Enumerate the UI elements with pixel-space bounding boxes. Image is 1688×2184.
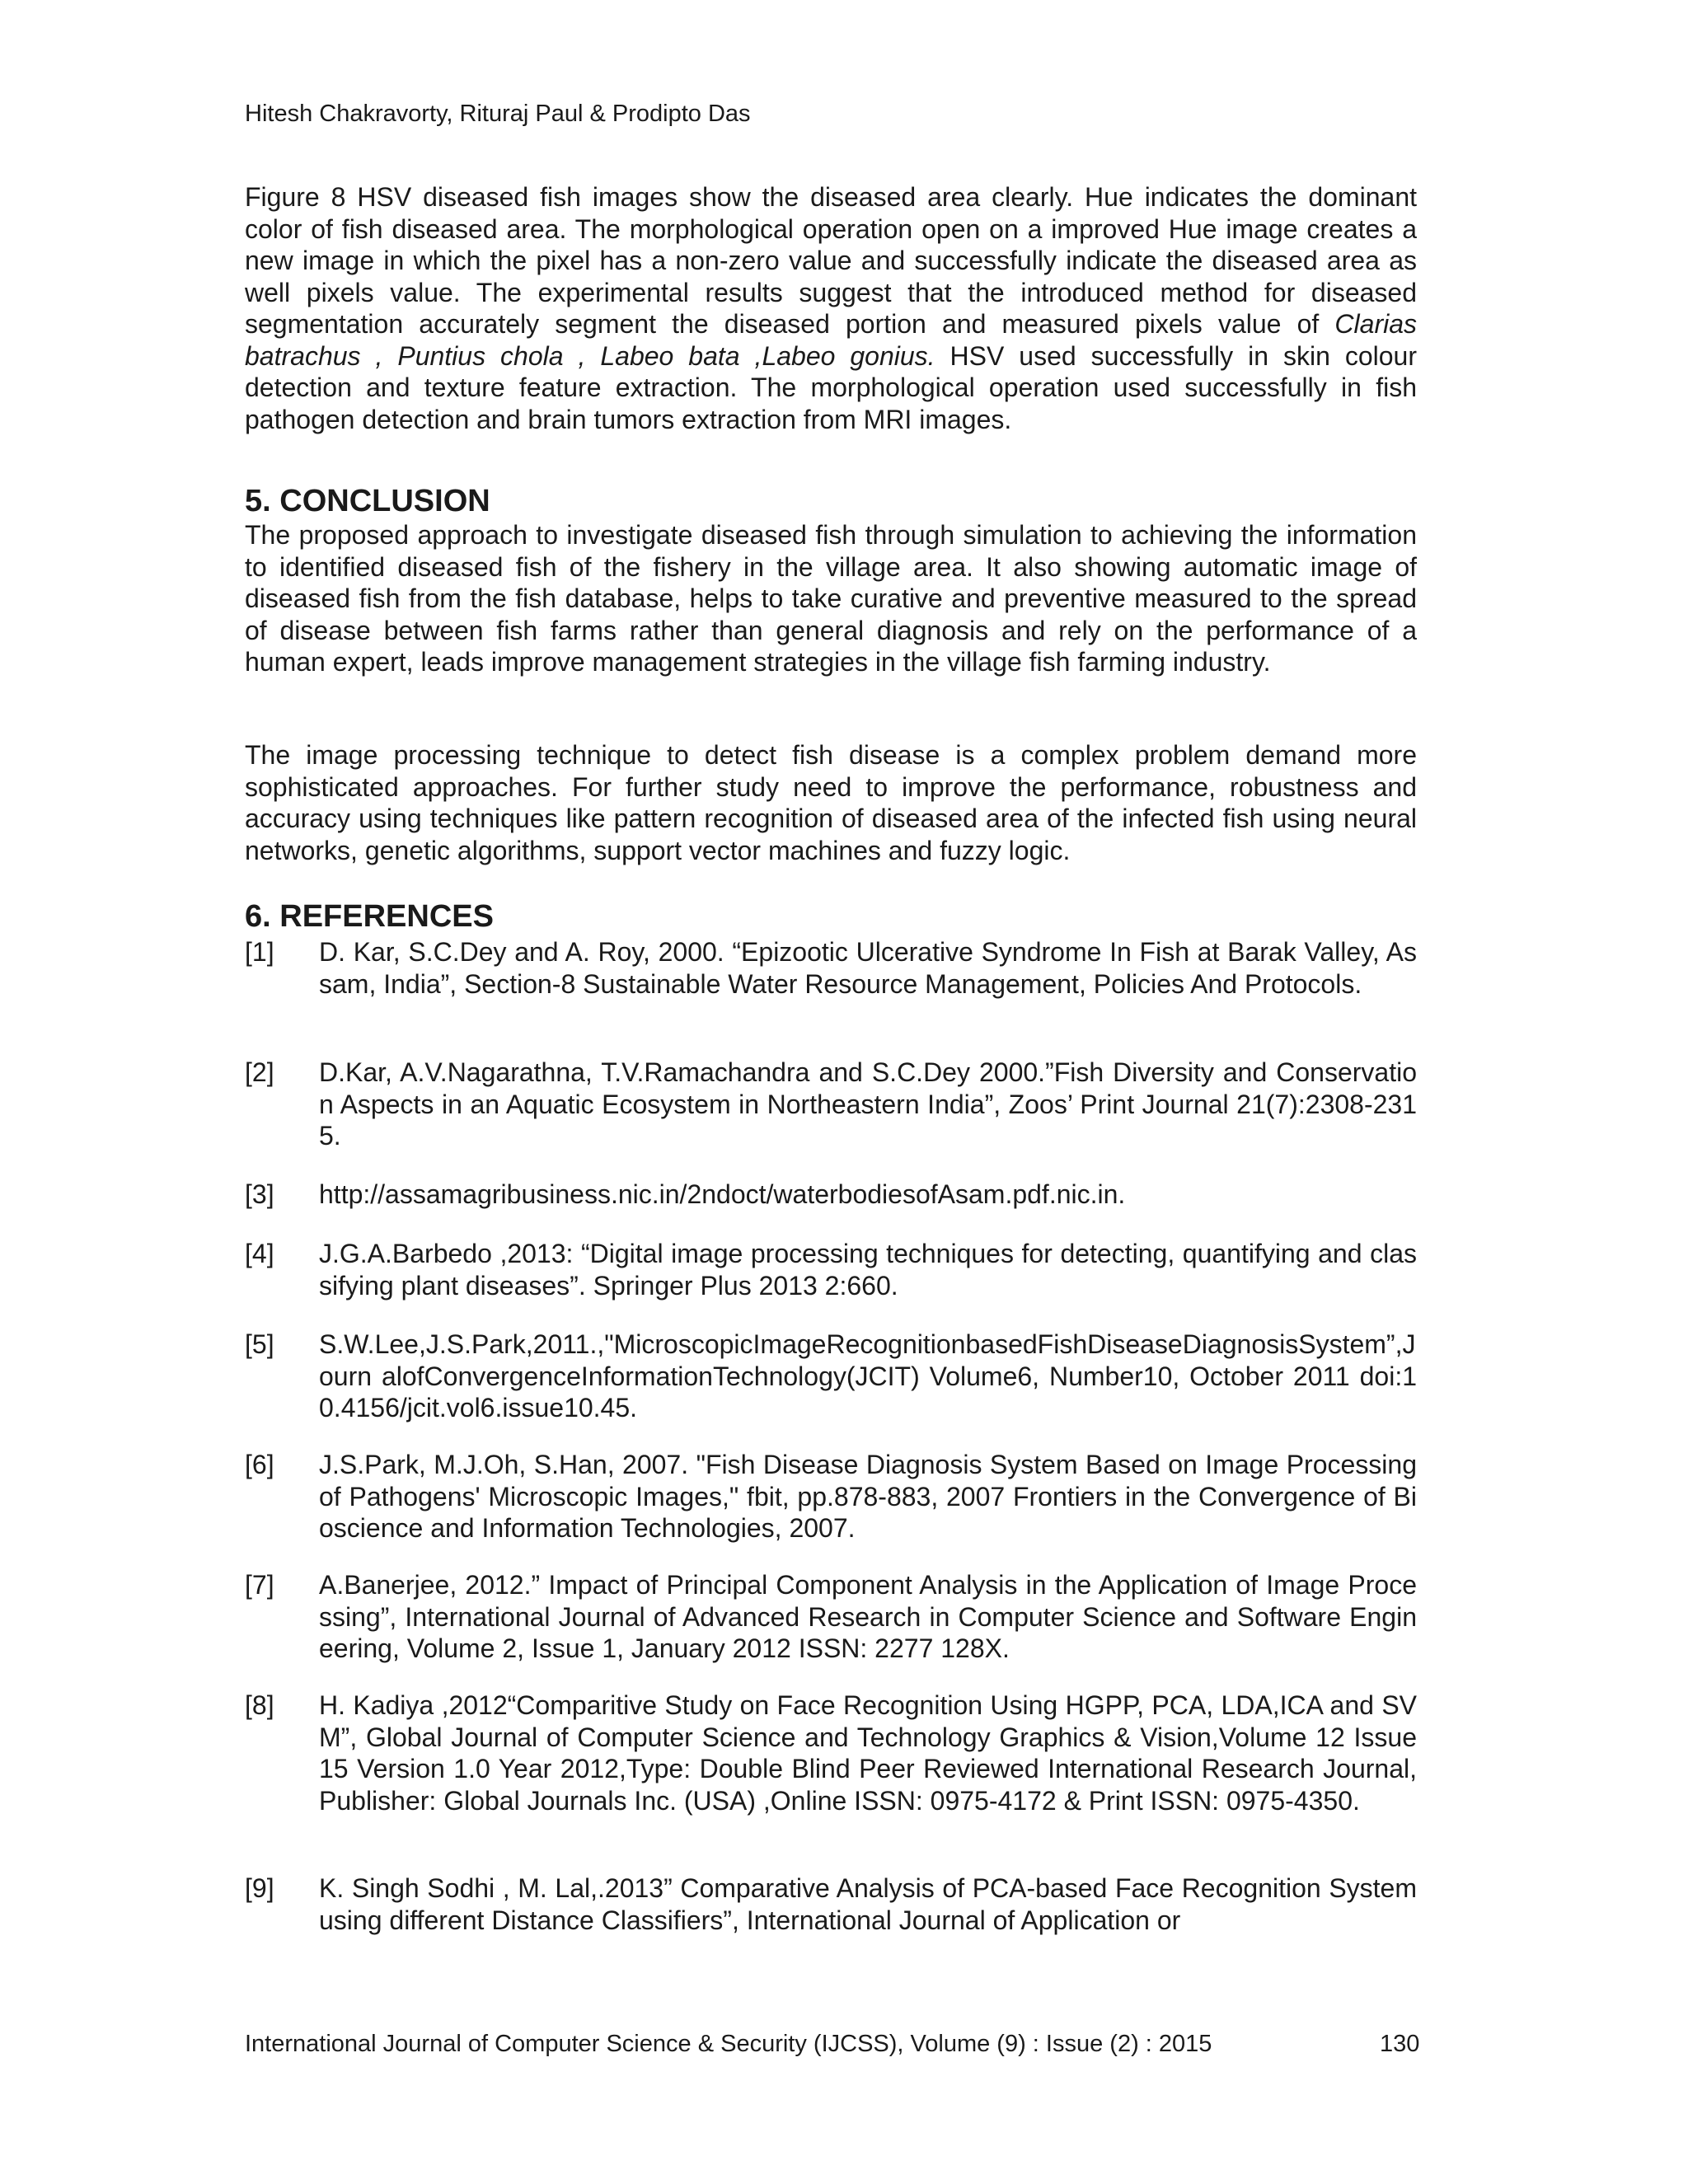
reference-number: [3] [245,1179,274,1209]
reference-item [245,1057,1417,1152]
reference-item [245,1238,1417,1301]
reference-number: [4] [245,1239,274,1268]
reference-item [245,1872,1417,1936]
reference-number: [2] [245,1057,274,1087]
reference-text: J.S.Park, M.J.Oh, S.Han, 2007. "Fish Disease Diagnosis System Based on Image Processing of Pathogens' Microscopic Images," fbit, pp.878-883, 2007 Frontiers in the Convergence of Bioscience and Information Technologies, 2007. [319,1450,1417,1543]
conclusion-paragraph-1: The proposed approach to investigate diseased fish through simulation to achieving the information to identified diseased fish of the fishery in the village area. It also showing automatic image of diseased fish from the fish database, helps to take curative and preventive measured to the spread of disease between fish farms rather than general diagnosis and rely on the performance of a human expert, leads improve management strategies in the village fish farming industry. [245,520,1417,677]
reference-text: http://assamagribusiness.nic.in/2ndoct/waterbodiesofAsam.pdf.nic.in. [319,1179,1126,1209]
reference-item [245,1569,1417,1665]
reference-number: [7] [245,1570,274,1600]
reference-item [245,1449,1417,1544]
results-paragraph [245,181,1417,435]
results-text-start: Figure 8 HSV diseased fish images show the diseased area clearly. Hue indicates the dominant color of fish diseased area. The morphological operation open on a improved Hue image creates a new image in which the pixel has a non-zero value and successfully indicate the diseased area as well pixels value. The experimental results suggest that the introduced method for diseased segmentation accurately segment the diseased portion and measured pixels value of [245,182,1417,339]
reference-number: [1] [245,937,274,967]
reference-number: [6] [245,1450,274,1479]
reference-item [245,1329,1417,1424]
reference-text: S.W.Lee,J.S.Park,2011.,"MicroscopicImageRecognitionbasedFishDiseaseDiagnosisSystem”,Journ alofConvergenceInformationTechnology(JCIT) Volume6, Number10, October 2011 doi:10.4156/jcit.vol6.issue10.45. [319,1329,1417,1422]
reference-item [245,936,1417,1000]
reference-text: A.Banerjee, 2012.” Impact of Principal Component Analysis in the Application of Image Processing”, International Journal of Advanced Research in Computer Science and Software Engineering, Volume 2, Issue 1, January 2012 ISSN: 2277 128X. [319,1570,1417,1663]
reference-text: K. Singh Sodhi , M. Lal,.2013” Comparative Analysis of PCA-based Face Recognition System using different Distance Classifiers”, International Journal of Application or [319,1873,1417,1935]
reference-number: [8] [245,1690,274,1720]
conclusion-heading: 5. CONCLUSION [245,484,490,518]
reference-text: J.G.A.Barbedo ,2013: “Digital image processing techniques for detecting, quantifying and classifying plant diseases”. Springer Plus 2013 2:660. [319,1239,1417,1301]
reference-number: [5] [245,1329,274,1359]
references-heading: 6. REFERENCES [245,899,494,934]
conclusion-paragraph-2: The image processing technique to detect fish disease is a complex problem demand more sophisticated approaches. For further study need to improve the performance, robustness and accuracy using techniques like pattern recognition of diseased area of the infected fish using neural networks, genetic algorithms, support vector machines and fuzzy logic. [245,740,1417,865]
results-text-end: HSV used successfully in skin colour detection and texture feature extraction. The morphological operation used successfully in fish pathogen detection and brain tumors extraction from MRI images. [245,340,1418,434]
running-header-authors: Hitesh Chakravorty, Rituraj Paul & Prodipto Das [245,101,751,127]
page-number: 130 [1380,2031,1420,2057]
reference-number: [9] [245,1873,274,1903]
reference-text: H. Kadiya ,2012“Comparitive Study on Face Recognition Using HGPP, PCA, LDA,ICA and SVM”, Global Journal of Computer Science and Technology Graphics & Vision,Volume 12 Issue 15 Version 1.0 Year 2012,Type: Double Blind Peer Reviewed International Research Journal,Publisher: Global Journals Inc. (USA) ,Online ISSN: 0975-4172 & Print ISSN: 0975-4350. [319,1690,1417,1816]
reference-item [245,1179,1417,1211]
fish-species-names: Clarias batrachus , Puntius chola , Labeo bata ,Labeo gonius. [245,309,1417,371]
reference-text: D. Kar, S.C.Dey and A. Roy, 2000. “Epizootic Ulcerative Syndrome In Fish at Barak Valley, Assam, India”, Section-8 Sustainable Water Resource Management, Policies And Protocols. [319,937,1417,999]
footer-journal-citation: International Journal of Computer Science & Security (IJCSS), Volume (9) : Issue (2) : 2015 [245,2031,1212,2057]
reference-text: D.Kar, A.V.Nagarathna, T.V.Ramachandra and S.C.Dey 2000.”Fish Diversity and Conservation Aspects in an Aquatic Ecosystem in Northeastern India”, Zoos’ Print Journal 21(7):2308-2315. [319,1057,1417,1151]
reference-item [245,1690,1417,1816]
